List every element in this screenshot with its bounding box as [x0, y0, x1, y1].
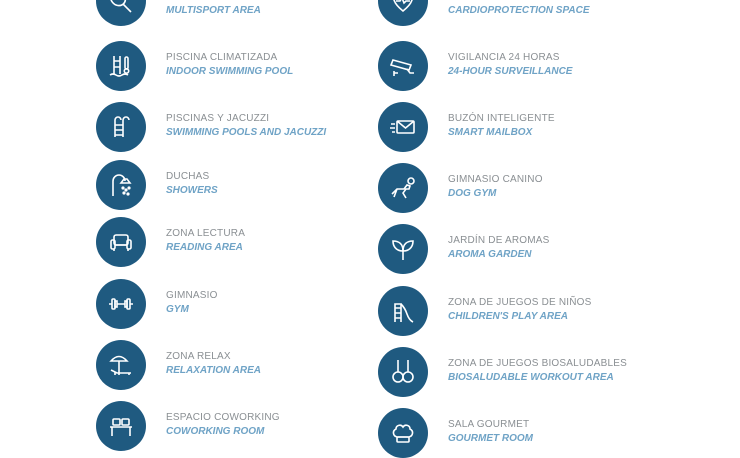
dog-jumping-icon [378, 163, 428, 213]
chef-hat-icon [378, 408, 428, 458]
amenity-label-es: ZONA RELAX [166, 351, 231, 362]
security-camera-icon [378, 41, 428, 91]
amenity-label-es: SALA GOURMET [448, 419, 530, 430]
heated-pool-icon [96, 41, 146, 91]
amenity-label-en: READING AREA [166, 242, 243, 253]
amenity-label-es: BUZÓN INTELIGENTE [448, 113, 555, 124]
amenity-label-en: COWORKING ROOM [166, 426, 265, 437]
armchair-icon [96, 217, 146, 267]
dumbbell-icon [96, 279, 146, 329]
mail-envelope-icon [378, 102, 428, 152]
amenity-label-es: GIMNASIO CANINO [448, 174, 543, 185]
amenity-label-en: BIOSALUDABLE WORKOUT AREA [448, 372, 614, 383]
amenity-label-en: INDOOR SWIMMING POOL [166, 66, 294, 77]
amenity-label-es: VIGILANCIA 24 HORAS [448, 52, 560, 63]
heart-pulse-icon [378, 0, 428, 26]
amenity-label-es: JARDÍN DE AROMAS [448, 235, 550, 246]
gym-rings-icon [378, 347, 428, 397]
amenity-label-es: ZONA LECTURA [166, 228, 246, 239]
slide-icon [378, 286, 428, 336]
amenity-label-es: ZONA DE JUEGOS DE NIÑOS [448, 297, 592, 308]
amenity-label-en: GYM [166, 304, 189, 315]
amenity-label-es: ESPACIO COWORKING [166, 412, 280, 423]
shower-icon [96, 160, 146, 210]
amenity-label-en: DOG GYM [448, 188, 497, 199]
amenity-label-en: AROMA GARDEN [448, 249, 532, 260]
amenity-label-en: CARDIOPROTECTION SPACE [448, 5, 590, 16]
amenity-label-en: RELAXATION AREA [166, 365, 261, 376]
amenity-label-en: SWIMMING POOLS AND JACUZZI [166, 127, 327, 138]
amenity-label-es: GIMNASIO [166, 290, 218, 301]
sunbed-umbrella-icon [96, 340, 146, 390]
amenity-label-en: CHILDREN'S PLAY AREA [448, 311, 568, 322]
plant-leaf-icon [378, 224, 428, 274]
amenity-label-en: GOURMET ROOM [448, 433, 533, 444]
racket-ball-icon [96, 0, 146, 26]
amenity-label-es: PISCINAS Y JACUZZI [166, 113, 270, 124]
amenity-label-en: MULTISPORT AREA [166, 5, 261, 16]
pool-ladder-icon [96, 102, 146, 152]
amenity-label-en: 24-HOUR SURVEILLANCE [448, 66, 573, 77]
amenity-label-en: SHOWERS [166, 185, 218, 196]
amenity-label-es: ZONA DE JUEGOS BIOSALUDABLES [448, 358, 627, 369]
amenity-label-en: SMART MAILBOX [448, 127, 533, 138]
amenity-label-es: PISCINA CLIMATIZADA [166, 52, 278, 63]
amenity-label-es: DUCHAS [166, 171, 210, 182]
